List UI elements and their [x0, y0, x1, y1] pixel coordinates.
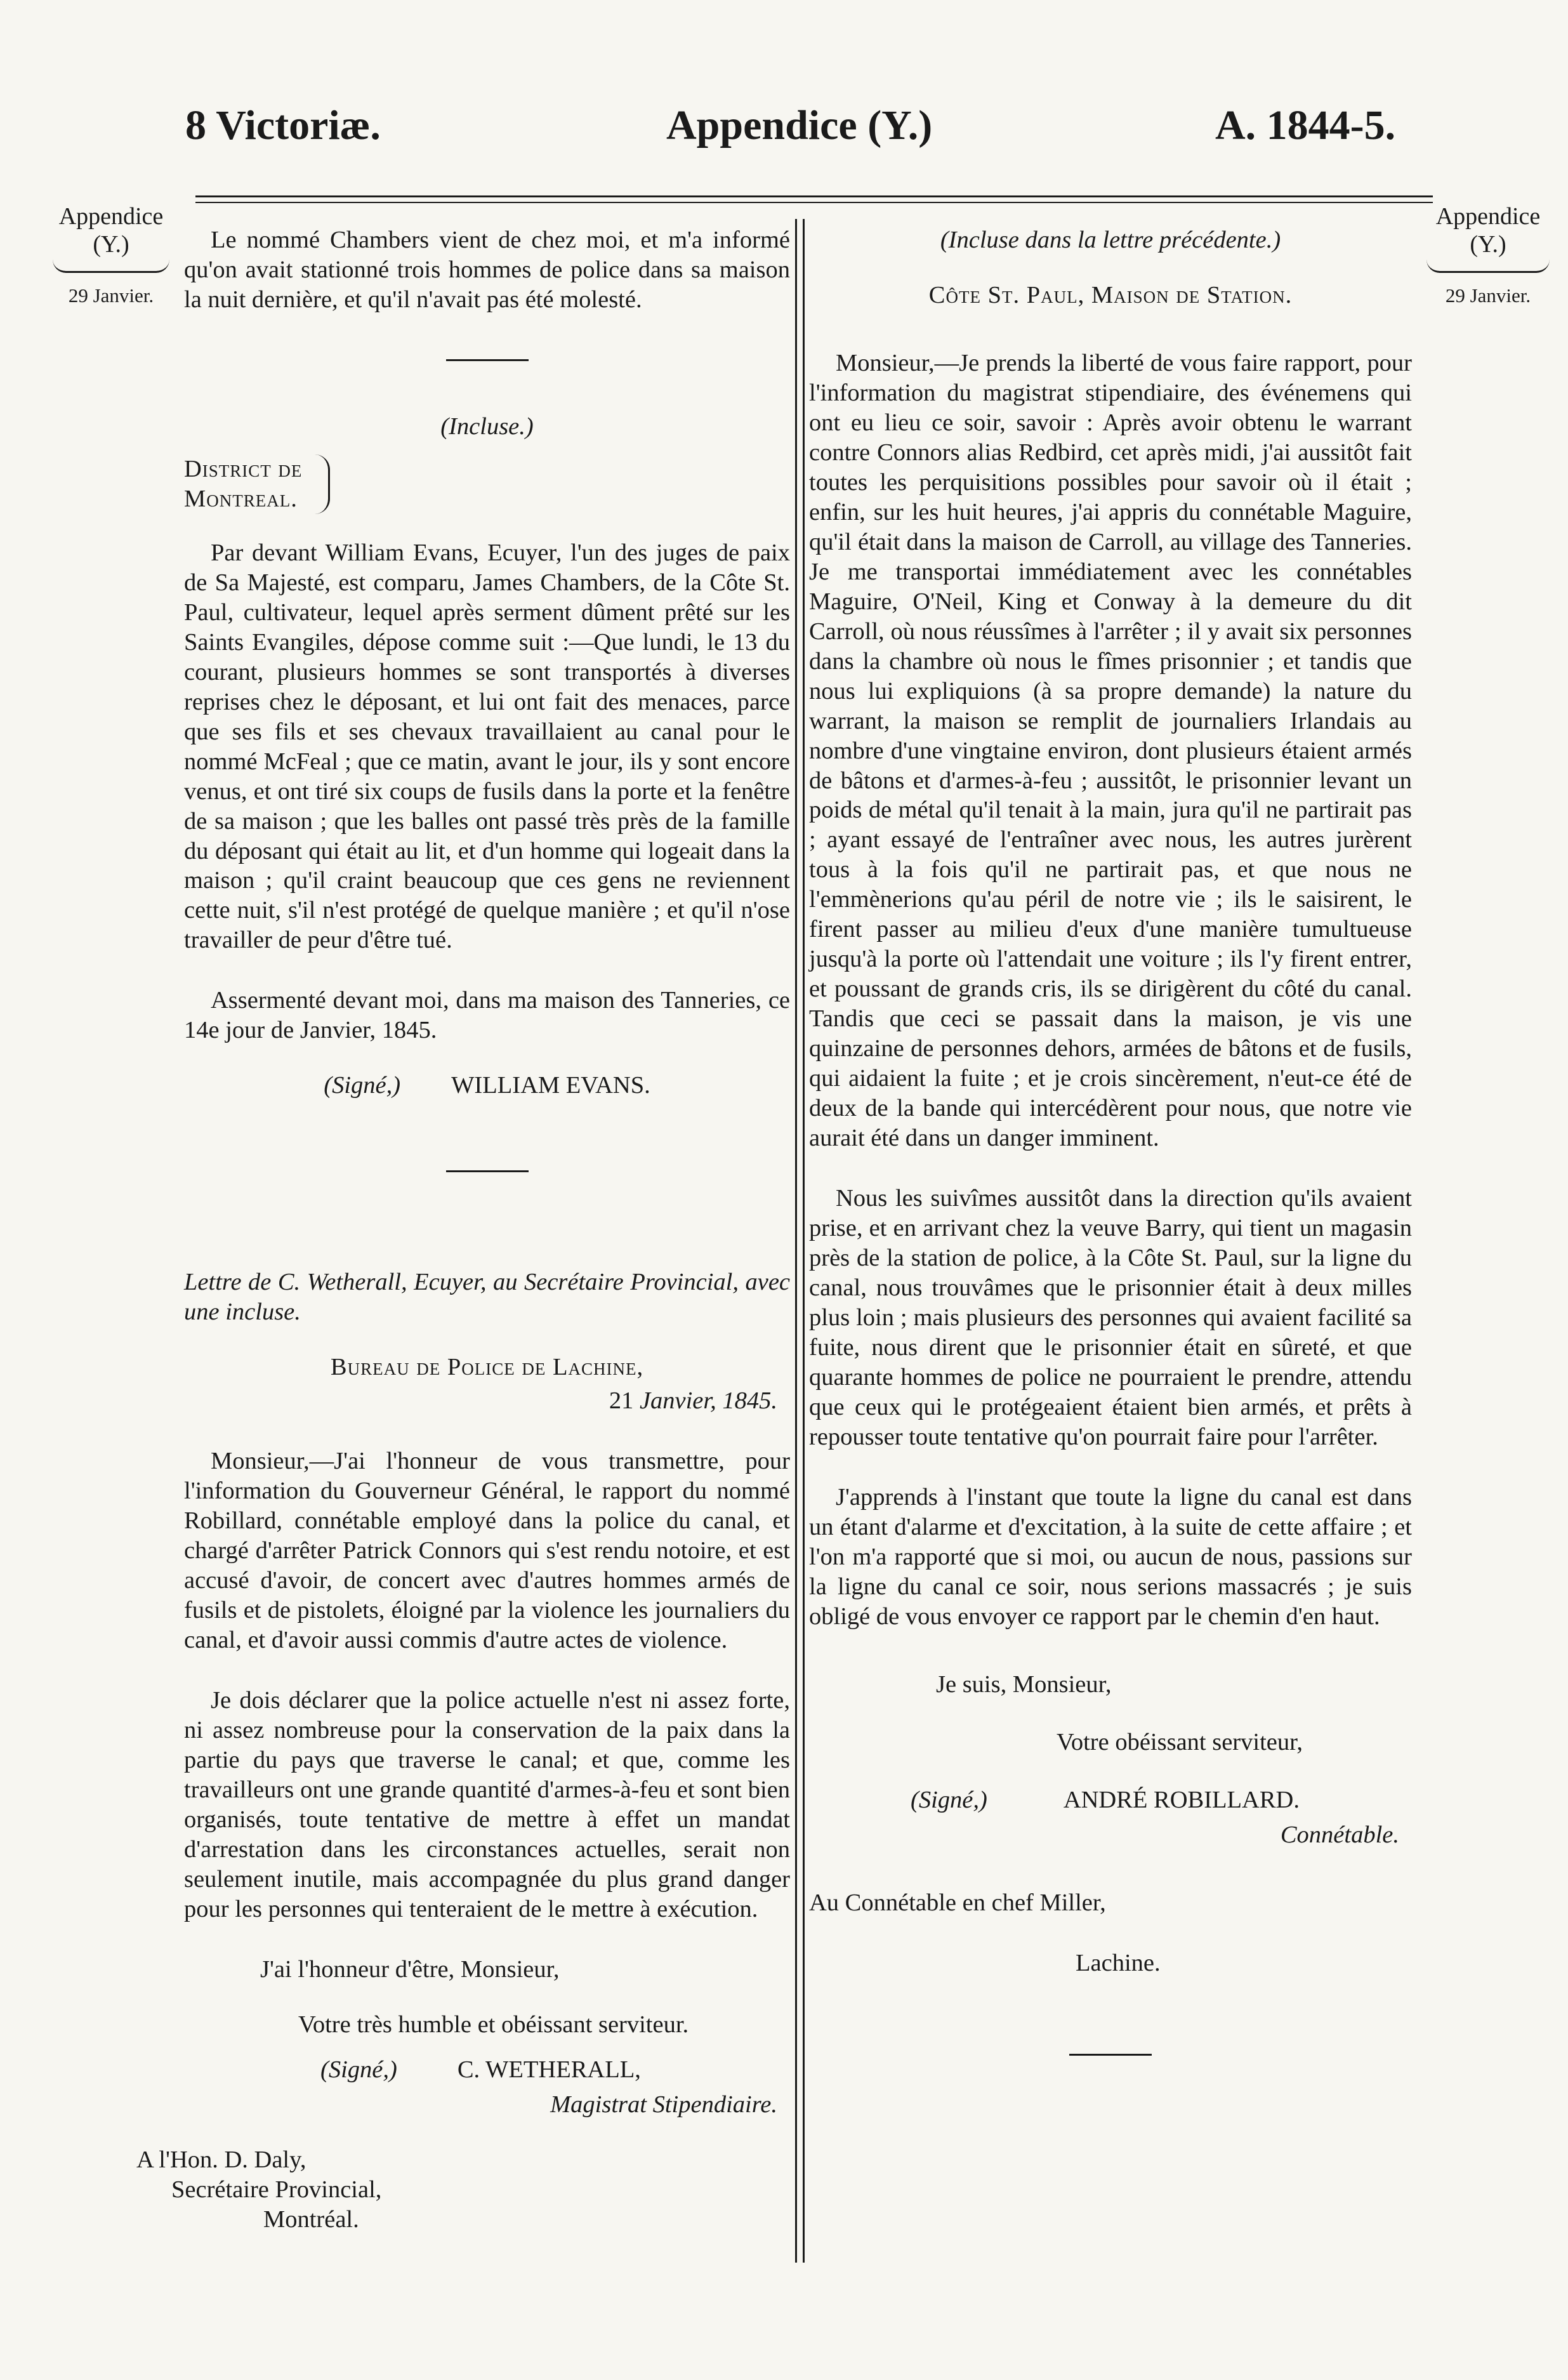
header-year: A. 1844-5.: [1215, 102, 1396, 149]
deposition-paragraph: Par devant William Evans, Ecuyer, l'un des juges de paix de Sa Majesté, est comparu, James Chambers, de la Côte St. Paul, cultivateur, lequel après serment dûment prêté sur les Saints Evangiles, dépose comme suit :—Que lundi, le 13 du courant, plusieurs hommes se sont transportés à diverses reprises chez le déposant, et lui ont fait des menaces, parce que ses fils et ses chevaux travaillaient au canal pour le nommé McFeal ; que ce matin, avant le jour, ils y sont encore venus, et ont tiré six coups de fusils dans la porte et la fenêtre de sa maison ; que les balles ont passé très près de la famille du déposant qui était au lit, et d'un homme qui logeait dans la maison ; qu'il craint beaucoup que ces gens ne reviennent cette nuit, s'il n'est protégé de quelque manière ; et qu'il n'ose travailler de peur d'être tué.: [184, 539, 790, 954]
address-line-1: A l'Hon. D. Daly,: [136, 2146, 306, 2173]
margin-date: 29 Janvier.: [1445, 284, 1531, 307]
signatory-name: C. WETHERALL,: [457, 2056, 641, 2083]
header-rule-bottom: [195, 202, 1433, 203]
district-line-2: Montreal.: [184, 485, 298, 512]
right-column: [809, 225, 1412, 2106]
closing-line-1: J'ai l'honneur d'être, Monsieur,: [260, 1955, 560, 1983]
bureau-date: [184, 1386, 790, 1416]
margin-label: Appendice: [58, 203, 164, 230]
declaration-paragraph: Je dois déclarer que la police actuelle n'est ni assez forte, ni assez nombreuse pour la conservation de la paix dans la partie du pays que traverse le canal; et que, comme les travailleurs ont une grande quantité d'armes-à-feu et sont bien organisés, toute tentative de mettre à effet un mandat d'arrestation dans les circonstances actuelles, serait non seulement inutile, mais accompagnée du plus grand danger pour les personnes qui tenteraient de le mettre à exécution.: [184, 1686, 790, 1922]
signatory-title: Connétable.: [1280, 1821, 1399, 1848]
address-line-2: Lachine.: [1076, 1949, 1161, 1976]
section-separator: [446, 1170, 529, 1172]
margin-note-left: [48, 203, 175, 307]
header-rule-top: [195, 195, 1433, 197]
report-paragraph-2: Nous les suivîmes aussitôt dans la direction qu'ils avaient prise, et en arrivant chez la veuve Barry, qui tient un magasin près de la station de police, à la Côte St. Paul, sur la ligne du canal, nous trouvâmes que le prisonnier était à deux milles plus loin ; mais plusieurs des personnes qui avaient facilité sa fuite, nous dirent que le prisonnier était en sûreté, et que quarante hommes de police ne pourraient le prendre, attendu que ceux qui le protégeaient étaient bien armés, et prêts à repousser toute tentative qu'on pourrait faire pour l'arrêter.: [809, 1185, 1412, 1450]
incluse-heading: (Incluse.): [440, 413, 534, 440]
district-line-1: District de: [184, 455, 303, 482]
closing-line-1: Je suis, Monsieur,: [936, 1670, 1112, 1698]
closing-line-2: Votre très humble et obéissant serviteur.: [298, 2011, 689, 2038]
closing-line-2: Votre obéissant serviteur,: [1057, 1728, 1303, 1755]
signature-wetherall: [184, 2055, 790, 2085]
signed-label: (Signé,): [324, 1072, 401, 1099]
signatory-name: ANDRÉ ROBILLARD.: [1063, 1786, 1300, 1813]
signature-robillard: [809, 1785, 1412, 1815]
letter-title: Lettre de C. Wetherall, Ecuyer, au Secrétaire Provincial, avec une incluse.: [184, 1269, 790, 1326]
margin-label: Appendice: [1435, 203, 1541, 230]
signed-label: (Signé,): [320, 2056, 397, 2083]
intro-paragraph: Le nommé Chambers vient de chez moi, et m'a informé qu'on avait stationné trois hommes de police dans sa maison la nuit dernière, et qu'il n'avait pas été molesté.: [184, 227, 790, 313]
report-paragraph-3: J'apprends à l'instant que toute la ligne du canal est dans un étant d'alarme et d'excitation, à la suite de cette affaire ; et l'on m'a rapporté que si moi, ou aucun de nous, passions sur la ligne du canal ce soir, nous serions massacrés ; je suis obligé de vous envoyer ce rapport par le chemin d'en haut.: [809, 1483, 1412, 1630]
header-appendix: Appendice (Y.): [666, 102, 933, 149]
header-session: 8 Victoriæ.: [185, 102, 381, 149]
address-line-2: Secrétaire Provincial,: [171, 2176, 382, 2203]
signed-label: (Signé,): [911, 1786, 987, 1813]
margin-date: 29 Janvier.: [68, 284, 154, 307]
margin-sub: (Y.): [1470, 230, 1506, 258]
end-separator: [1069, 2054, 1152, 2056]
district-brace: [315, 454, 330, 514]
monsieur-paragraph: Monsieur,—J'ai l'honneur de vous transmettre, pour l'information du Gouverneur Général, le rapport du nommé Robillard, connétable employé dans la police du canal, et chargé d'arrêter Patrick Connors qui s'est rendu notoire, et est accusé d'avoir, de concert avec d'autres hommes armés de fusils et de pistolets, éloigné par la violence les journaliers du canal, et d'avoir aussi commis d'autre actes de violence.: [184, 1448, 790, 1653]
section-separator: [446, 359, 529, 361]
bureau-date-day: 21: [609, 1387, 634, 1415]
margin-brace: [53, 260, 169, 273]
margin-sub: (Y.): [93, 230, 129, 258]
signature-evans: [184, 1071, 790, 1101]
margin-note-right: [1421, 203, 1555, 307]
column-divider: [795, 219, 805, 2263]
address-line-3: Montréal.: [263, 2205, 359, 2233]
incluse-heading: (Incluse dans la lettre précédente.): [940, 227, 1281, 253]
station-heading: Côte St. Paul, Maison de Station.: [928, 281, 1293, 308]
bureau-heading: Bureau de Police de Lachine,: [330, 1354, 644, 1381]
district-heading: [184, 454, 330, 514]
sworn-paragraph: Assermenté devant moi, dans ma maison des Tanneries, ce 14e jour de Janvier, 1845.: [184, 987, 790, 1044]
bureau-date-rest: Janvier, 1845.: [639, 1387, 777, 1415]
signatory-name: WILLIAM EVANS.: [451, 1072, 650, 1099]
report-paragraph-1: Monsieur,—Je prends la liberté de vous faire rapport, pour l'information du magistrat stipendiaire, des événemens qui ont eu lieu ce soir, savoir : Après avoir obtenu le warrant contre Connors alias Redbird, cet après midi, j'ai aussitôt fait toutes les perquisitions possibles pour savoir où il était ; enfin, sur les huit heures, j'ai appris du connétable Maguire, qu'il était dans la maison de Carroll, au village des Tanneries. Je me transportai immédiatement avec les connétables Maguire, O'Neil, King et Conway à la demeure du dit Carroll, où nous réussîmes à l'arrêter ; il y avait six personnes dans la chambre où nous le fîmes prisonnier ; et tandis que nous lui expliquions (à sa propre demande) la nature du warrant, la maison se remplit de journaliers Irlandais au nombre d'une vingtaine environ, dont plusieurs étaient armés de bâtons et d'armes-à-feu ; aussitôt, le prisonnier levant un poids de métal qu'il tenait à la main, jura qu'il ne partirait pas ; ayant essayé de l'entraîner avec nous, les autres jurèrent tous à la fois qu'il ne partirait pas, et que nous ne l'emmènerions qu'au péril de notre vie ; ils le saisirent, le firent passer au milieu d'eux d'une manière tumultueuse jusqu'à la porte où l'attendait une voiture ; ils l'y firent entrer, et poussant de grands cris, ils se dirigèrent du côté du canal. Tandis que ceci se passait dans la maison, je vis une quinzaine de personnes dehors, armées de bâtons et de fusils, qui aidaient la fuite ; et je crois sincèrement, n'eut-ce été de deux de la bande qui intercédèrent pour nous, que notre vie aurait été dans un danger imminent.: [809, 349, 1412, 1152]
signatory-title: Magistrat Stipendiaire.: [550, 2091, 777, 2118]
margin-brace: [1426, 260, 1550, 273]
address-line-1: Au Connétable en chef Miller,: [809, 1889, 1106, 1916]
left-column: [136, 225, 790, 2234]
